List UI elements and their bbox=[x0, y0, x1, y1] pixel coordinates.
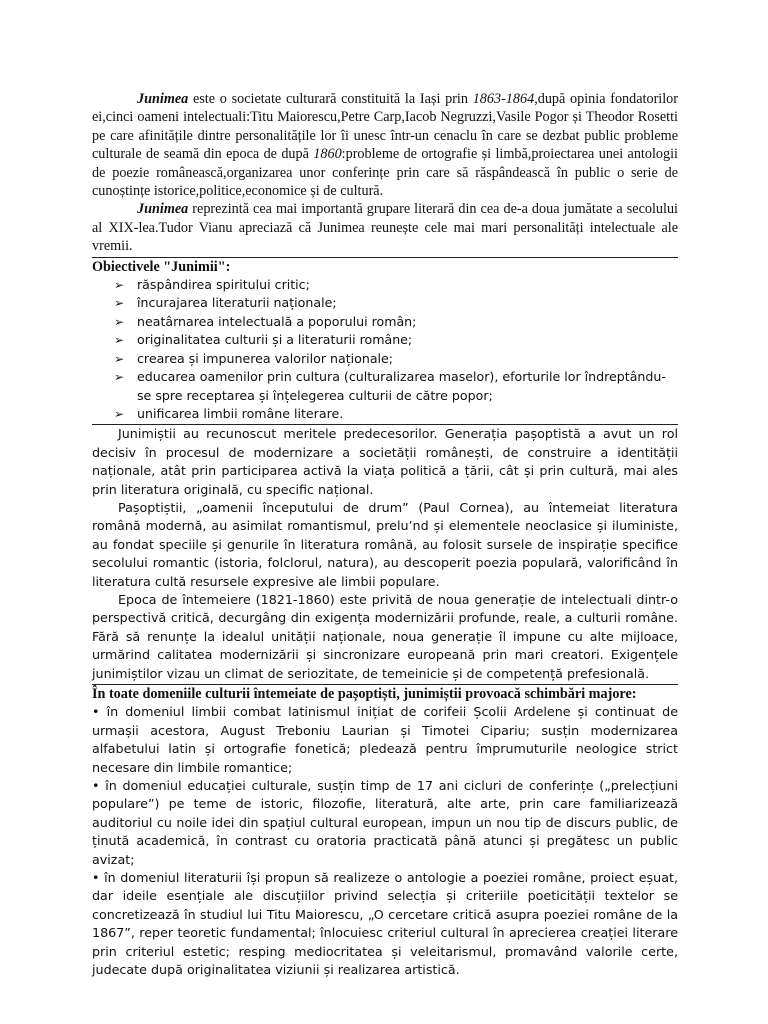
junimea-emphasis: Junimea bbox=[137, 91, 189, 107]
arrow-bullet-icon: ➢ bbox=[114, 333, 125, 348]
years-italic: 1863-1864 bbox=[472, 91, 535, 107]
objectives-list bbox=[92, 276, 678, 423]
changes-heading: În toate domeniile culturii întemeiate de pașoptiști, junimiștii provoacă schimbări majore: bbox=[92, 686, 637, 702]
list-item: ➢ neatârnarea intelectuală a poporului român; bbox=[92, 313, 678, 331]
document-page bbox=[92, 90, 678, 980]
changes-item-literature: • în domeniul literaturii își propun să realizeze o antologie a poeziei române, proiect eșuat, dar ideile esențiale ale discuțiilor privind selecția și criteriile poeticității textelor se concretizează în studiul lui Titu Maiorescu, „O cercetare critică asupra poeziei române de la 1867”, reper teoretic fundamental; înlocuiesc criteriul cultural în aprecierea creației literare prin criteriul estetic; resping mediocritatea și veleitarismul, promavând valorile certe, judecate după originalitatea viziunii și realizarea artistică. bbox=[92, 870, 678, 978]
history-paragraph-3: Epoca de întemeiere (1821-1860) este privită de noua generație de intelectuali dintr-o perspectivă critică, decurgâng din exigența modernizării profunde, reale, a culturii române. Fără să renunțe la idealul unității naționale, noua generație îl impune cu alte mijloace, urmărind calitatea modernizării și sincronizare europeană prin mari creatori. Exigențele junimiștilor vizau un climat de seriozitate, de temeinicie și de competență prefesională. bbox=[92, 591, 678, 681]
list-item: ➢ educarea oamenilor prin cultura (culturalizarea maselor), eforturile lor îndreptându-se spre receptarea și înțelegerea culturii de către popor; bbox=[114, 369, 666, 403]
intro-paragraph-2: Junimea reprezintă cea mai importantă grupare literară din cea de-a doua jumătate a secolului al XIX-lea.Tudor Vianu apreciază că Junimea reunește cele mai mari personalități intelectuale ale vremii. bbox=[92, 201, 678, 255]
arrow-bullet-icon: ➢ bbox=[114, 278, 125, 293]
list-item: ➢ răspândirea spiritului critic; bbox=[92, 276, 678, 294]
arrow-bullet-icon: ➢ bbox=[114, 370, 125, 385]
list-item: ➢ unificarea limbii române literare. bbox=[92, 405, 678, 423]
arrow-bullet-icon: ➢ bbox=[114, 314, 125, 329]
arrow-bullet-icon: ➢ bbox=[114, 296, 125, 311]
arrow-bullet-icon: ➢ bbox=[114, 406, 125, 421]
history-paragraph-2: Pașoptiștii, „oamenii începutului de drum” (Paul Cornea), au întemeiat literatura română modernă, au asimilat romantismul, prelu’nd și elementele neoclasice și iluministe, au fondat speciile și genurile în literatura română, au folosit sursele de inspirație specifice secolului romantic (istoria, folclorul, natura), au descoperit poezia populară, valorificând în literatura cultă resursele expresive ale limbii populare. bbox=[92, 499, 678, 589]
list-item: ➢ originalitatea culturii și a literaturii române; bbox=[92, 331, 678, 349]
history-paragraph-1: Junimiștii au recunoscut meritele predecesorilor. Generația pașoptistă a avut un rol decisiv în procesul de modernizare a societății românești, de construire a identității naționale, atât prin participarea activă la viața politică a țării, cât și prin cultură, mai ales prin literatura originală, cu specific național. bbox=[92, 426, 678, 497]
changes-item-education: • în domeniul educației culturale, susțin timp de 17 ani cicluri de conferințe („prelecțiuni populare”) pe teme de istoric, filozofie, literatură, alte arte, prin care familiarizează auditoriul cu noile idei din spațiul cultural european, impun un nou tip de discurs public, de ținută academică, în contrast cu oratoria practicată până atunci și pregătesc un public avizat; bbox=[92, 778, 678, 867]
intro-paragraph-1: Junimea este o societate culturară constituită la Iași prin 1863-1864,după opinia fondatorilor ei,cinci oameni intelectuali:Titu Maiorescu,Petre Carp,Iacob Negruzzi,Vasile Pogor și Theodor Rosetti pe care afinitățile dintre personalitățile lor îi unesc într-un cenaclu în care se dezbat public probleme culturale de seamă din epoca de după 1860:probleme de ortografie și limbă,proiectarea unei antologii de poezie românească,organizarea unor conferințe prin care să răspândească în public o serie de cunoștințe istorice,politice,economice și de cultură. bbox=[92, 91, 678, 200]
junimea-emphasis: Junimea bbox=[137, 201, 189, 218]
objectives-heading: Obiectivele "Junimii": bbox=[92, 258, 231, 275]
year-italic: 1860 bbox=[313, 146, 342, 163]
arrow-bullet-icon: ➢ bbox=[114, 351, 125, 366]
list-item: ➢ încurajarea literaturii naționale; bbox=[92, 294, 678, 312]
changes-item-language: • în domeniul limbii combat latinismul inițiat de corifeii Școlii Ardelene și continuat de urmașii acestora, August Treboniu Laurian și Timotei Cipariu; susțin modernizarea alfabetului latin și ortografie fonetică; pledează pentru împrumuturile neologice strict necesare din limbile romantice; bbox=[92, 704, 678, 775]
list-item: ➢ crearea și impunerea valorilor naționale; bbox=[92, 350, 678, 368]
